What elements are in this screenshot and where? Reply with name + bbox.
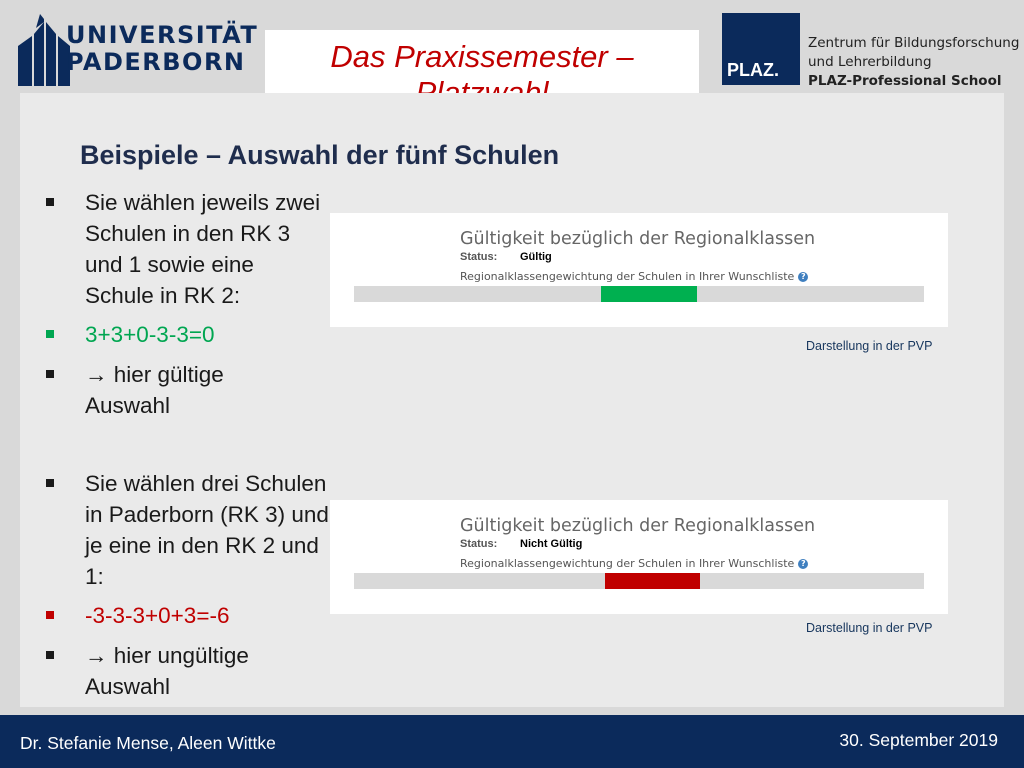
status-label: Status: <box>460 538 498 550</box>
footer-authors: Dr. Stefanie Mense, Aleen Wittke <box>20 733 276 753</box>
panel-caption: Darstellung in der PVP <box>806 339 933 353</box>
status-value: Gültig <box>520 251 552 263</box>
validity-panel-valid <box>330 213 948 327</box>
bullet-calculation-valid: 3+3+0-3-3=0 <box>85 319 215 350</box>
university-name: UNIVERSITÄT PADERBORN <box>66 21 259 76</box>
weighting-bar <box>354 286 924 302</box>
slide-title: Das Praxissemester – <box>265 30 699 120</box>
status-label: Status: <box>460 251 498 263</box>
weighting-indicator <box>601 286 697 302</box>
bullet-text: Sie wählen drei Schulen in Paderborn (RK 3) und je eine in den RK 2 und 1: <box>85 468 335 592</box>
plaz-institution-name: Zentrum für Bildungsforschung und Lehrerbildung PLAZ-Professional School <box>808 35 1020 89</box>
panel-caption: Darstellung in der PVP <box>806 621 933 635</box>
panel-title: Gültigkeit bezüglich der Regionalklassen <box>460 516 816 536</box>
bullet-calculation-invalid: -3-3-3+0+3=-6 <box>85 600 229 631</box>
university-emblem-icon <box>18 14 70 86</box>
status-value: Nicht Gültig <box>520 538 583 550</box>
validity-panel-invalid <box>330 500 948 614</box>
weighting-indicator <box>605 573 700 589</box>
bullet-text: Sie wählen jeweils zwei Schulen in den RK 3 und 1 sowie eine Schule in RK 2: <box>85 187 321 311</box>
bullet-conclusion: → hier ungültige Auswahl <box>85 640 285 702</box>
weighting-label: Regionalklassengewichtung der Schulen in Ihrer Wunschliste ? <box>460 270 808 283</box>
weighting-label: Regionalklassengewichtung der Schulen in Ihrer Wunschliste ? <box>460 557 808 570</box>
panel-title: Gültigkeit bezüglich der Regionalklassen <box>460 229 816 249</box>
bullet-conclusion: → hier gültige Auswahl <box>85 359 275 421</box>
footer <box>0 715 1024 768</box>
help-icon[interactable]: ? <box>798 559 808 569</box>
weighting-bar <box>354 573 924 589</box>
footer-date: 30. September 2019 <box>839 730 998 750</box>
plaz-logo: PLAZ. <box>722 13 800 85</box>
help-icon[interactable]: ? <box>798 272 808 282</box>
section-heading: Beispiele – Auswahl der fünf Schulen <box>80 140 560 170</box>
